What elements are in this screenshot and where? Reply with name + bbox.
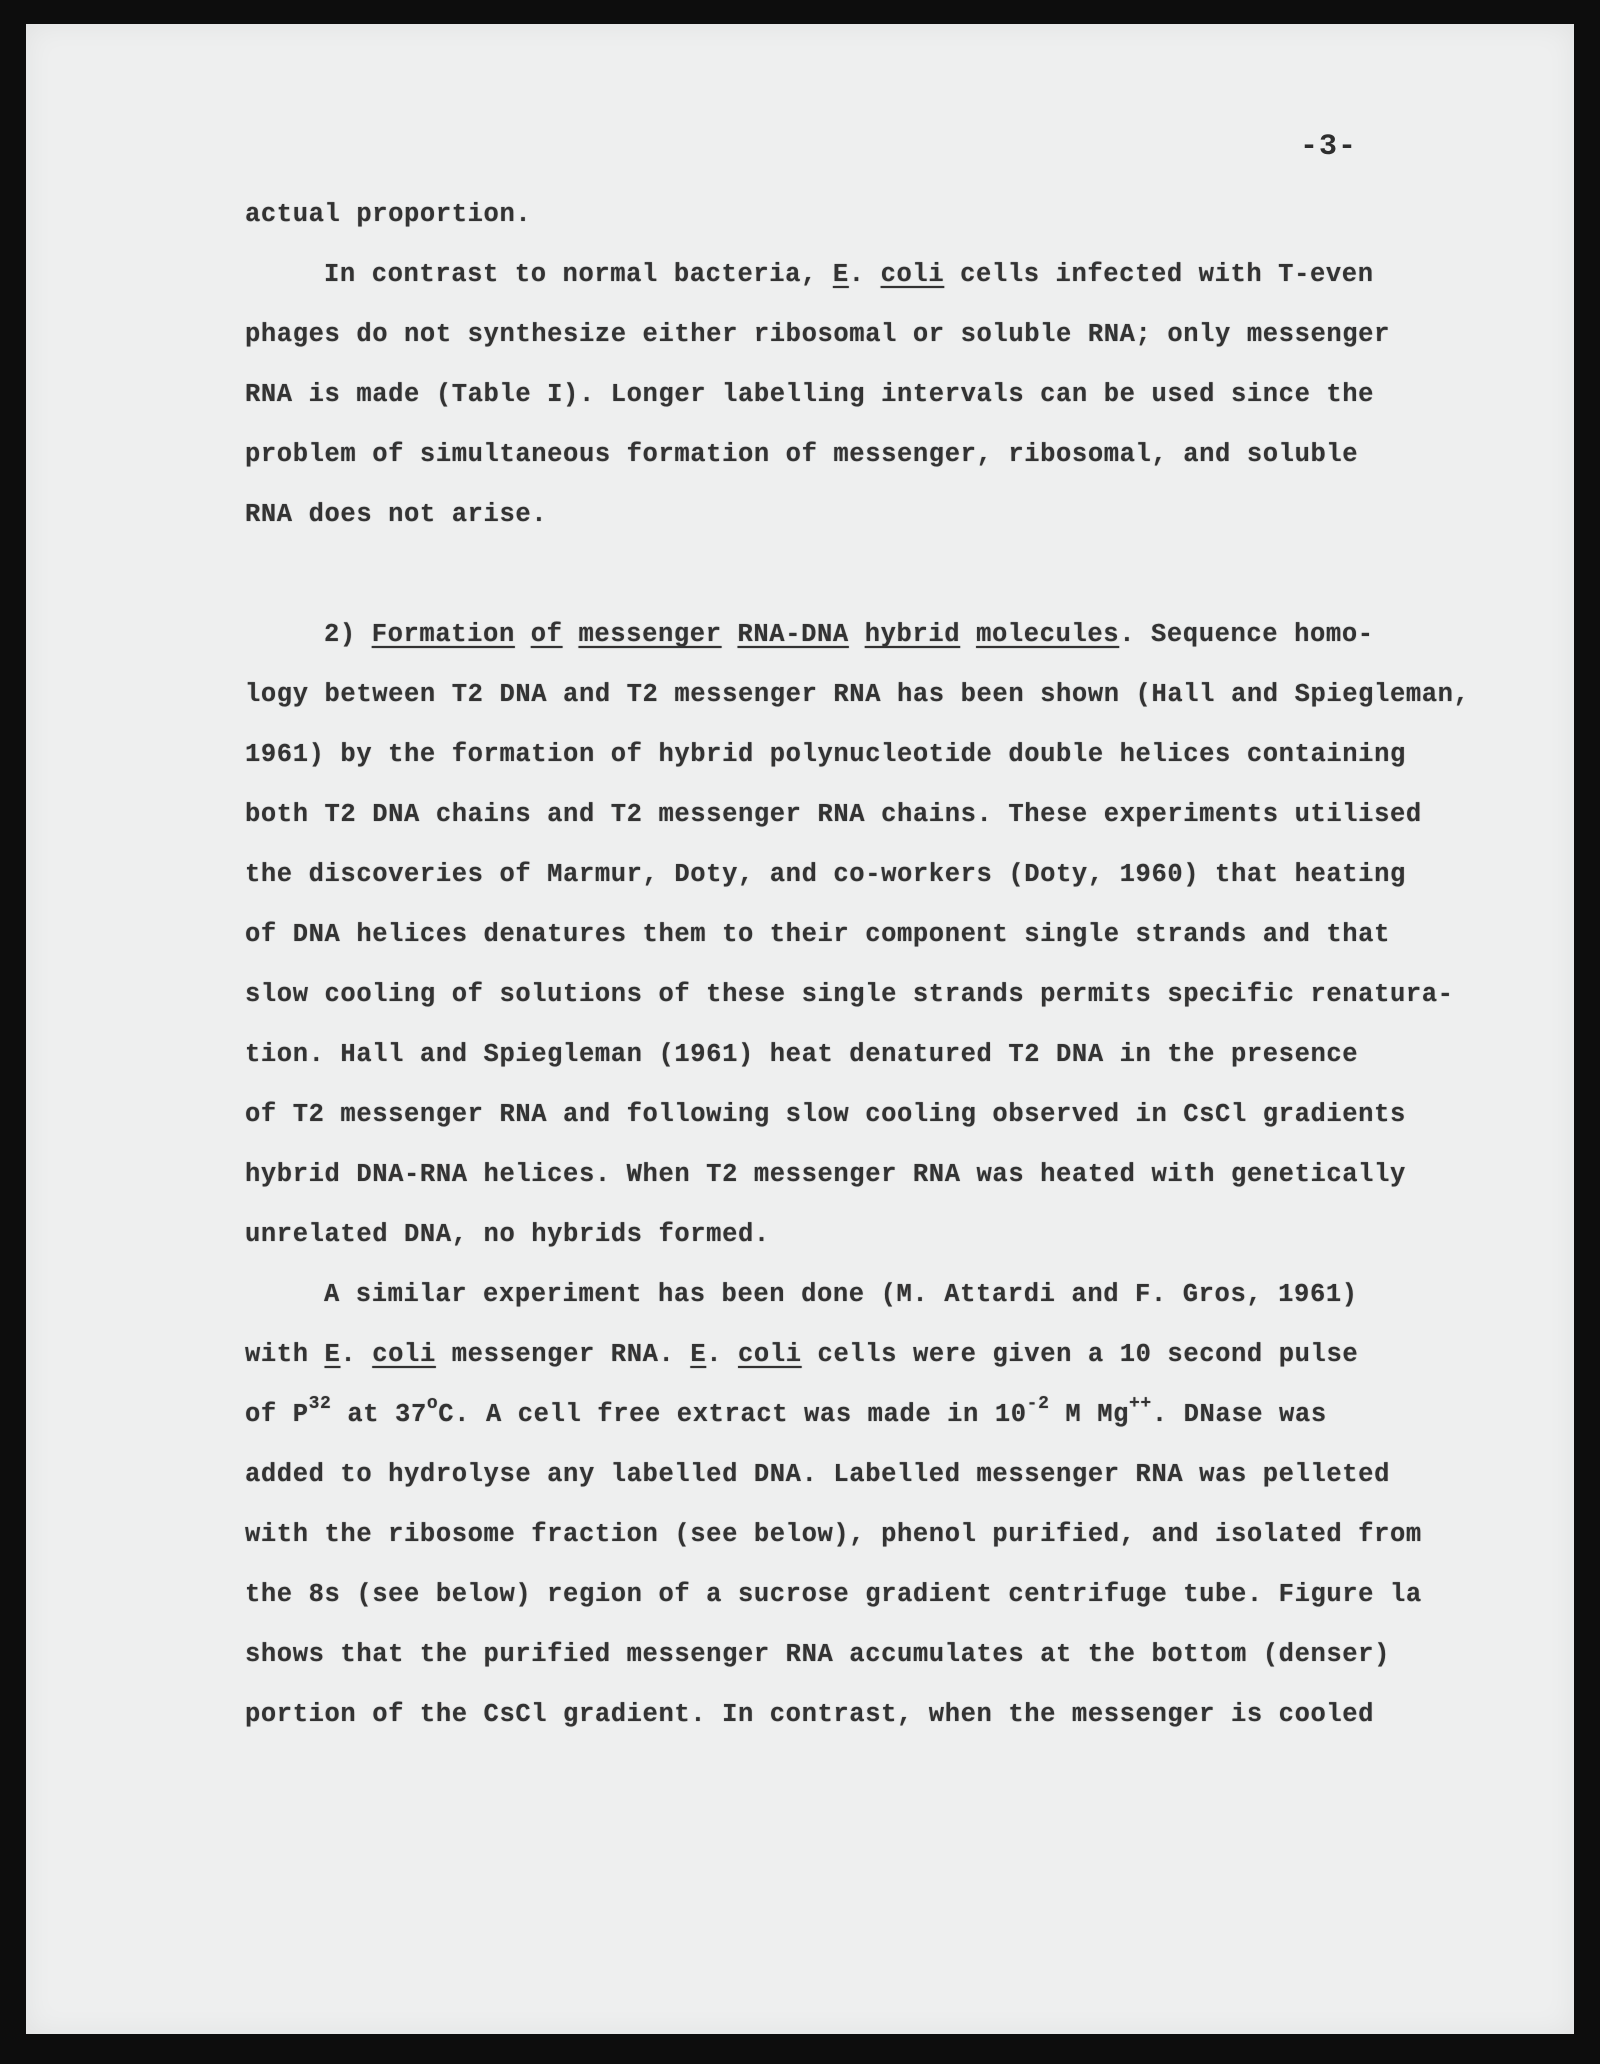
underlined-text: molecules bbox=[976, 620, 1120, 649]
text-run: both T2 DNA chains and T2 messenger RNA chains. These experiments utilised bbox=[245, 800, 1422, 829]
text-line bbox=[245, 1220, 770, 1249]
text-run: . bbox=[848, 260, 881, 289]
text-run bbox=[960, 620, 976, 649]
text-line bbox=[245, 500, 547, 529]
text-run: messenger RNA. bbox=[435, 1340, 691, 1369]
underlined-text: coli bbox=[738, 1340, 802, 1369]
text-line bbox=[245, 680, 1470, 709]
underlined-text: messenger bbox=[578, 620, 722, 649]
text-run: RNA is made (Table I). Longer labelling intervals can be used since the bbox=[245, 380, 1375, 409]
text-line bbox=[245, 1100, 1406, 1129]
text-line bbox=[245, 1160, 1406, 1189]
text-run: cells infected with T-even bbox=[944, 260, 1374, 289]
underlined-text: RNA-DNA bbox=[737, 620, 849, 649]
underlined-text: coli bbox=[880, 260, 945, 289]
text-run: phages do not synthesize either ribosomal or soluble RNA; only messenger bbox=[245, 320, 1390, 349]
text-line bbox=[245, 1040, 1358, 1069]
text-run: portion of the CsCl gradient. In contrast, when the messenger is cooled bbox=[245, 1700, 1375, 1729]
text-run: added to hydrolyse any labelled DNA. Labelled messenger RNA was pelleted bbox=[245, 1460, 1390, 1489]
text-run bbox=[563, 620, 579, 649]
underlined-text: hybrid bbox=[864, 620, 961, 649]
text-run: the 8s (see below) region of a sucrose gradient centrifuge tube. Figure la bbox=[245, 1580, 1422, 1609]
text-line bbox=[245, 320, 1390, 349]
text-run: with the ribosome fraction (see below), phenol purified, and isolated from bbox=[245, 1520, 1422, 1549]
text-line bbox=[245, 1340, 1358, 1369]
text-run: of P bbox=[245, 1400, 309, 1429]
text-run: the discoveries of Marmur, Doty, and co-workers (Doty, 1960) that heating bbox=[245, 860, 1406, 889]
superscript: ++ bbox=[1129, 1393, 1152, 1414]
text-line bbox=[245, 740, 1406, 769]
text-run: of T2 messenger RNA and following slow cooling observed in CsCl gradients bbox=[245, 1100, 1406, 1129]
text-run bbox=[722, 620, 738, 649]
text-run: of DNA helices denatures them to their component single strands and that bbox=[245, 920, 1390, 949]
text-run: logy between T2 DNA and T2 messenger RNA has been shown (Hall and Spiegleman, bbox=[245, 680, 1470, 709]
text-run: tion. Hall and Spiegleman (1961) heat denatured T2 DNA in the presence bbox=[245, 1040, 1359, 1069]
text-line bbox=[245, 1520, 1422, 1549]
text-run: slow cooling of solutions of these single strands permits specific renatura- bbox=[245, 980, 1454, 1009]
text-line bbox=[245, 380, 1374, 409]
text-line bbox=[245, 200, 531, 229]
text-run: actual proportion. bbox=[245, 200, 532, 229]
text-line bbox=[324, 1280, 1358, 1309]
text-run: shows that the purified messenger RNA accumulates at the bottom (denser) bbox=[245, 1640, 1390, 1669]
underlined-text: E bbox=[324, 1340, 341, 1369]
text-line bbox=[245, 1393, 1327, 1429]
text-run: 1961) by the formation of hybrid polynucleotide double helices containing bbox=[245, 740, 1406, 769]
text-run: . bbox=[340, 1340, 373, 1369]
text-line bbox=[245, 1640, 1390, 1669]
underlined-text: E bbox=[690, 1340, 707, 1369]
text-run: problem of simultaneous formation of messenger, ribosomal, and soluble bbox=[245, 440, 1359, 469]
text-line bbox=[245, 1460, 1390, 1489]
underlined-text: Formation bbox=[371, 620, 515, 649]
text-line bbox=[245, 1700, 1374, 1729]
page-number: -3- bbox=[1300, 130, 1358, 164]
text-run: 2) bbox=[324, 620, 372, 649]
text-run: RNA does not arise. bbox=[245, 500, 548, 529]
underlined-text: E bbox=[832, 260, 849, 289]
text-run bbox=[849, 620, 865, 649]
superscript: 32 bbox=[308, 1393, 332, 1414]
text-line bbox=[245, 860, 1406, 889]
text-run: at 37 bbox=[331, 1400, 427, 1429]
underlined-text: coli bbox=[372, 1340, 436, 1369]
text-run: . Sequence homo- bbox=[1119, 620, 1374, 649]
text-run: . bbox=[706, 1340, 739, 1369]
text-line bbox=[245, 1580, 1422, 1609]
text-run: In contrast to normal bacteria, bbox=[324, 260, 833, 289]
text-run bbox=[515, 620, 531, 649]
text-run: hybrid DNA-RNA helices. When T2 messenger RNA was heated with genetically bbox=[245, 1160, 1406, 1189]
text-run: unrelated DNA, no hybrids formed. bbox=[245, 1220, 770, 1249]
text-line bbox=[245, 980, 1454, 1009]
text-line bbox=[324, 620, 1374, 649]
document-page bbox=[26, 24, 1574, 2034]
text-line bbox=[324, 260, 1374, 289]
text-run: C. A cell free extract was made in 10 bbox=[438, 1400, 1027, 1429]
superscript: o bbox=[426, 1393, 439, 1414]
underlined-text: of bbox=[530, 620, 563, 649]
superscript: -2 bbox=[1026, 1393, 1050, 1414]
text-line bbox=[245, 920, 1390, 949]
text-line bbox=[245, 800, 1422, 829]
text-run: A similar experiment has been done (M. Attardi and F. Gros, 1961) bbox=[324, 1280, 1358, 1309]
text-run: M Mg bbox=[1049, 1400, 1129, 1429]
text-run: . DNase was bbox=[1151, 1400, 1327, 1429]
text-run: with bbox=[245, 1340, 325, 1369]
text-line bbox=[245, 440, 1358, 469]
text-run: cells were given a 10 second pulse bbox=[801, 1340, 1359, 1369]
